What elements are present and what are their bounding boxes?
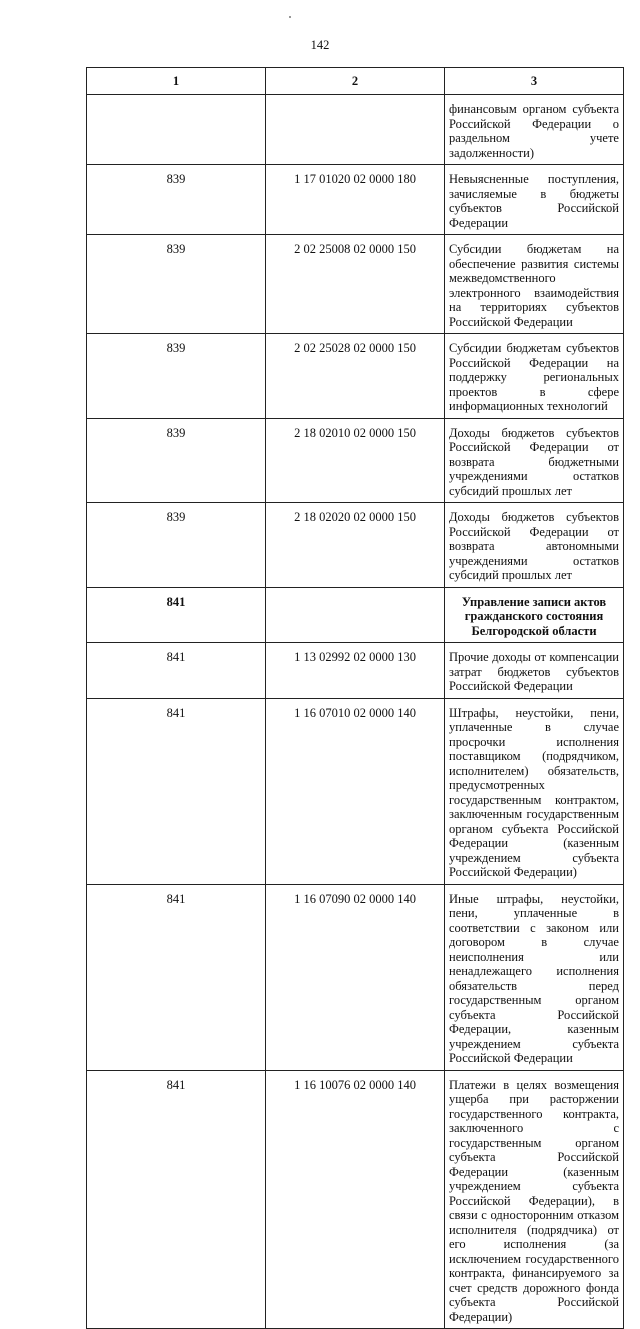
table-row: [87, 587, 624, 643]
admin-code-cell: 841: [87, 698, 266, 884]
description-cell: Штрафы, неустойки, пени, уплаченные в случае просрочки исполнения поставщиком (подрядчиком, исполнителем) обязательств, предусмотренных государственным контрактом, заключенным государственным органом субъекта Российской Федерации (казенным учреждением субъекта Российской Федерации): [445, 698, 624, 884]
budget-code-cell: [266, 587, 445, 643]
table-row: [87, 165, 624, 235]
budget-code-cell: 1 16 07010 02 0000 140: [266, 698, 445, 884]
table-row: [87, 418, 624, 503]
admin-code-cell: 839: [87, 165, 266, 235]
description-cell: Управление записи актов гражданского состояния Белгородской области: [445, 587, 624, 643]
table-row: [87, 884, 624, 1070]
table-row: [87, 643, 624, 699]
description-cell: Субсидии бюджетам на обеспечение развития системы межведомственного электронного взаимодействия на территориях субъектов Российской Федерации: [445, 235, 624, 334]
revenue-codes-table: [86, 67, 624, 1329]
budget-code-cell: 2 18 02010 02 0000 150: [266, 418, 445, 503]
budget-code-cell: 2 02 25008 02 0000 150: [266, 235, 445, 334]
budget-code-cell: 1 16 07090 02 0000 140: [266, 884, 445, 1070]
description-cell: Субсидии бюджетам субъектов Российской Федерации на поддержку региональных проектов в сфере информационных технологий: [445, 334, 624, 419]
admin-code-cell: 839: [87, 418, 266, 503]
budget-code-cell: 2 18 02020 02 0000 150: [266, 503, 445, 588]
admin-code-cell: 841: [87, 643, 266, 699]
description-cell: Доходы бюджетов субъектов Российской Федерации от возврата автономными учреждениями остатков субсидий прошлых лет: [445, 503, 624, 588]
budget-code-cell: [266, 95, 445, 165]
admin-code-cell: [87, 95, 266, 165]
description-cell: финансовым органом субъекта Российской Федерации о раздельном учете задолженности): [445, 95, 624, 165]
description-cell: Платежи в целях возмещения ущерба при расторжении государственного контракта, заключенного с государственным органом субъекта Российской Федерации (казенным учреждением субъекта Российской Федерации), в связи с односторонним отказом исполнителя (подрядчика) от его исполнения (за исключением государственного контракта, финансируемого за счет средств дорожного фонда субъекта Российской Федерации): [445, 1070, 624, 1329]
description-cell: Иные штрафы, неустойки, пени, уплаченные в соответствии с законом или договором в случае неисполнения или ненадлежащего исполнения обязательств перед государственным органом субъекта Российской Федерации, казенным учреждением субъекта Российской Федерации: [445, 884, 624, 1070]
description-cell: Невыясненные поступления, зачисляемые в бюджеты субъектов Российской Федерации: [445, 165, 624, 235]
header-col-3: 3: [445, 68, 624, 95]
table-row: [87, 698, 624, 884]
description-cell: Прочие доходы от компенсации затрат бюджетов субъектов Российской Федерации: [445, 643, 624, 699]
scan-speck: [289, 16, 291, 18]
admin-code-cell: 839: [87, 235, 266, 334]
budget-code-cell: 1 17 01020 02 0000 180: [266, 165, 445, 235]
admin-code-cell: 841: [87, 1070, 266, 1329]
table-row: [87, 334, 624, 419]
table-row: [87, 95, 624, 165]
table-row: [87, 235, 624, 334]
table-header-row: [87, 68, 624, 95]
admin-code-cell: 841: [87, 587, 266, 643]
budget-code-cell: 2 02 25028 02 0000 150: [266, 334, 445, 419]
header-col-1: 1: [87, 68, 266, 95]
header-col-2: 2: [266, 68, 445, 95]
table-row: [87, 503, 624, 588]
table-body: [87, 95, 624, 1329]
admin-code-cell: 839: [87, 334, 266, 419]
admin-code-cell: 841: [87, 884, 266, 1070]
admin-code-cell: 839: [87, 503, 266, 588]
budget-code-cell: 1 16 10076 02 0000 140: [266, 1070, 445, 1329]
budget-code-cell: 1 13 02992 02 0000 130: [266, 643, 445, 699]
table-row: [87, 1070, 624, 1329]
description-cell: Доходы бюджетов субъектов Российской Федерации от возврата бюджетными учреждениями остатков субсидий прошлых лет: [445, 418, 624, 503]
page-number: 142: [310, 38, 330, 52]
